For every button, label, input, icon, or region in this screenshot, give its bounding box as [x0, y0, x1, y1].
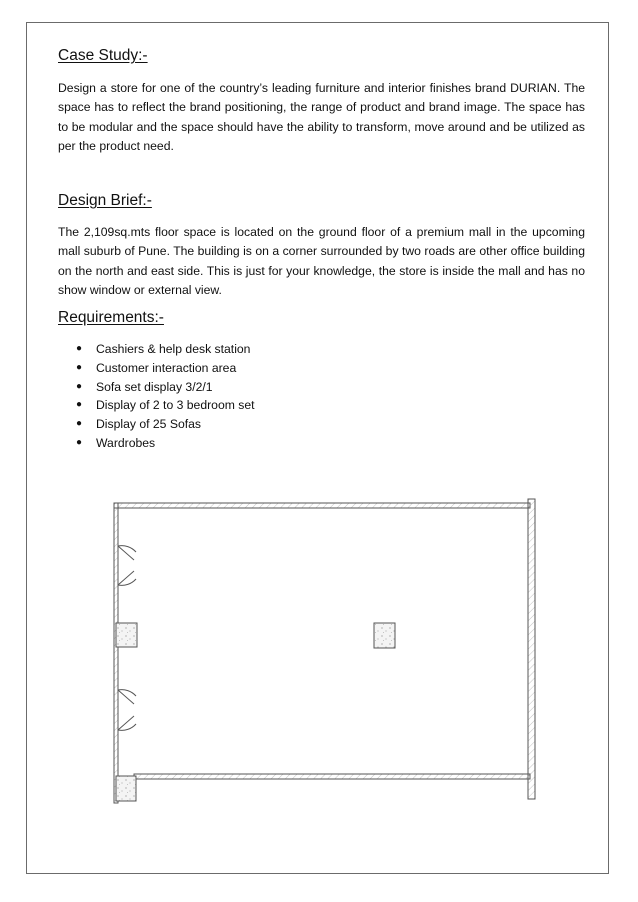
bullet-icon: ● — [76, 418, 83, 430]
list-item-label: Cashiers & help desk station — [96, 342, 251, 356]
bottom-wall — [134, 774, 530, 779]
list-item — [58, 378, 255, 397]
list-item-label: Wardrobes — [96, 435, 156, 450]
floor-plan — [100, 490, 550, 805]
top-wall — [114, 503, 530, 508]
door-upper — [118, 546, 136, 586]
design-brief-heading: Design Brief:- — [58, 192, 152, 209]
list-item — [58, 396, 255, 415]
requirements-heading: Requirements:- — [58, 309, 164, 326]
column-center — [374, 623, 395, 648]
bullet-icon: ● — [76, 343, 83, 354]
case-study-heading: Case Study:- — [58, 47, 148, 64]
left-wall — [114, 503, 118, 803]
right-wall — [528, 499, 535, 799]
case-study-text: Design a store for one of the country’s leading furniture and interior finishes brand DURIAN. The space has to reflect the brand positioning, the range of product and brand image. The space has to be modular and the space should have the ability to transform, move around and be utilized as per the product need. — [58, 81, 585, 154]
list-item — [58, 340, 255, 359]
door-lower — [118, 690, 136, 731]
requirements-list — [58, 340, 255, 453]
list-item-label: Customer interaction area — [96, 360, 237, 375]
list-item-label: Display of 2 to 3 bedroom set — [96, 398, 255, 413]
list-item — [58, 415, 255, 434]
bullet-icon: ● — [76, 361, 83, 373]
list-item-label: Sofa set display 3/2/1 — [96, 379, 213, 394]
design-brief-text: The 2,109sq.mts floor space is located on the ground floor of a premium mall in the upcoming mall suburb of Pune. The building is on a corner surrounded by two roads are other office building on the north and east side. This is just for your knowledge, the store is inside the mall and has no show window or external view. — [58, 225, 585, 298]
bullet-icon: ● — [76, 380, 83, 392]
list-item-label: Display of 25 Sofas — [96, 417, 202, 432]
column-left — [116, 623, 137, 647]
bullet-icon: ● — [76, 436, 83, 448]
bullet-icon: ● — [76, 399, 83, 411]
column-corner — [116, 776, 136, 801]
list-item — [58, 434, 255, 453]
list-item — [58, 359, 255, 378]
